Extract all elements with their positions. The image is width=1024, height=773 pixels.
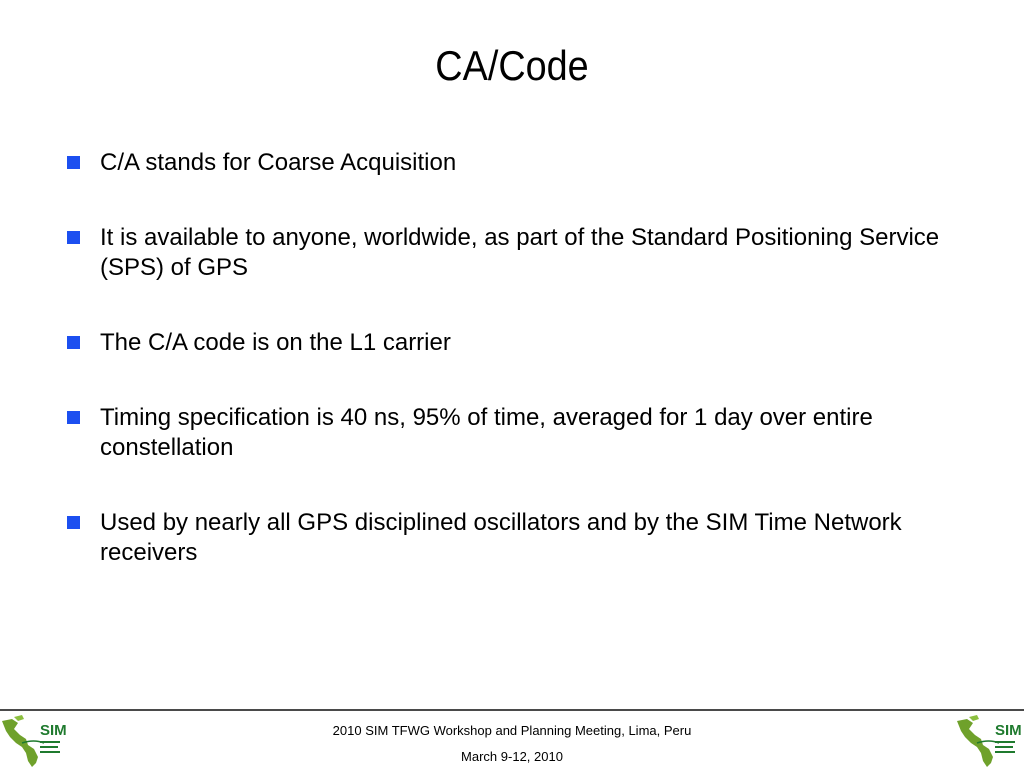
- bullet-text: It is available to anyone, worldwide, as part of the Standard Positioning Service (SPS) of GPS: [100, 224, 940, 281]
- footer-divider: [0, 709, 1024, 711]
- square-bullet-icon: [67, 336, 80, 349]
- square-bullet-icon: [67, 516, 80, 529]
- footer-event-text: 2010 SIM TFWG Workshop and Planning Meeting, Lima, Peru: [332, 723, 692, 738]
- svg-text:SIM: SIM: [40, 722, 67, 739]
- square-bullet-icon: [67, 411, 80, 424]
- bullet-text: Used by nearly all GPS disciplined oscillators and by the SIM Time Network receivers: [100, 509, 902, 566]
- footer-date-text: March 9-12, 2010: [461, 749, 563, 764]
- bullet-item: [64, 223, 964, 283]
- bullet-text: C/A stands for Coarse Acquisition: [100, 149, 457, 176]
- slide-title: CA/Code: [435, 42, 589, 89]
- bullet-item: [64, 328, 964, 358]
- bullet-text: The C/A code is on the L1 carrier: [100, 329, 451, 356]
- bullet-list: [64, 148, 964, 613]
- square-bullet-icon: [67, 156, 80, 169]
- bullet-text: Timing specification is 40 ns, 95% of time, averaged for 1 day over entire constellation: [100, 404, 873, 461]
- svg-text:SIM: SIM: [995, 722, 1022, 739]
- square-bullet-icon: [67, 231, 80, 244]
- bullet-item: [64, 403, 964, 463]
- bullet-item: [64, 508, 964, 568]
- sim-logo-icon: [955, 713, 1022, 768]
- bullet-item: [64, 148, 964, 178]
